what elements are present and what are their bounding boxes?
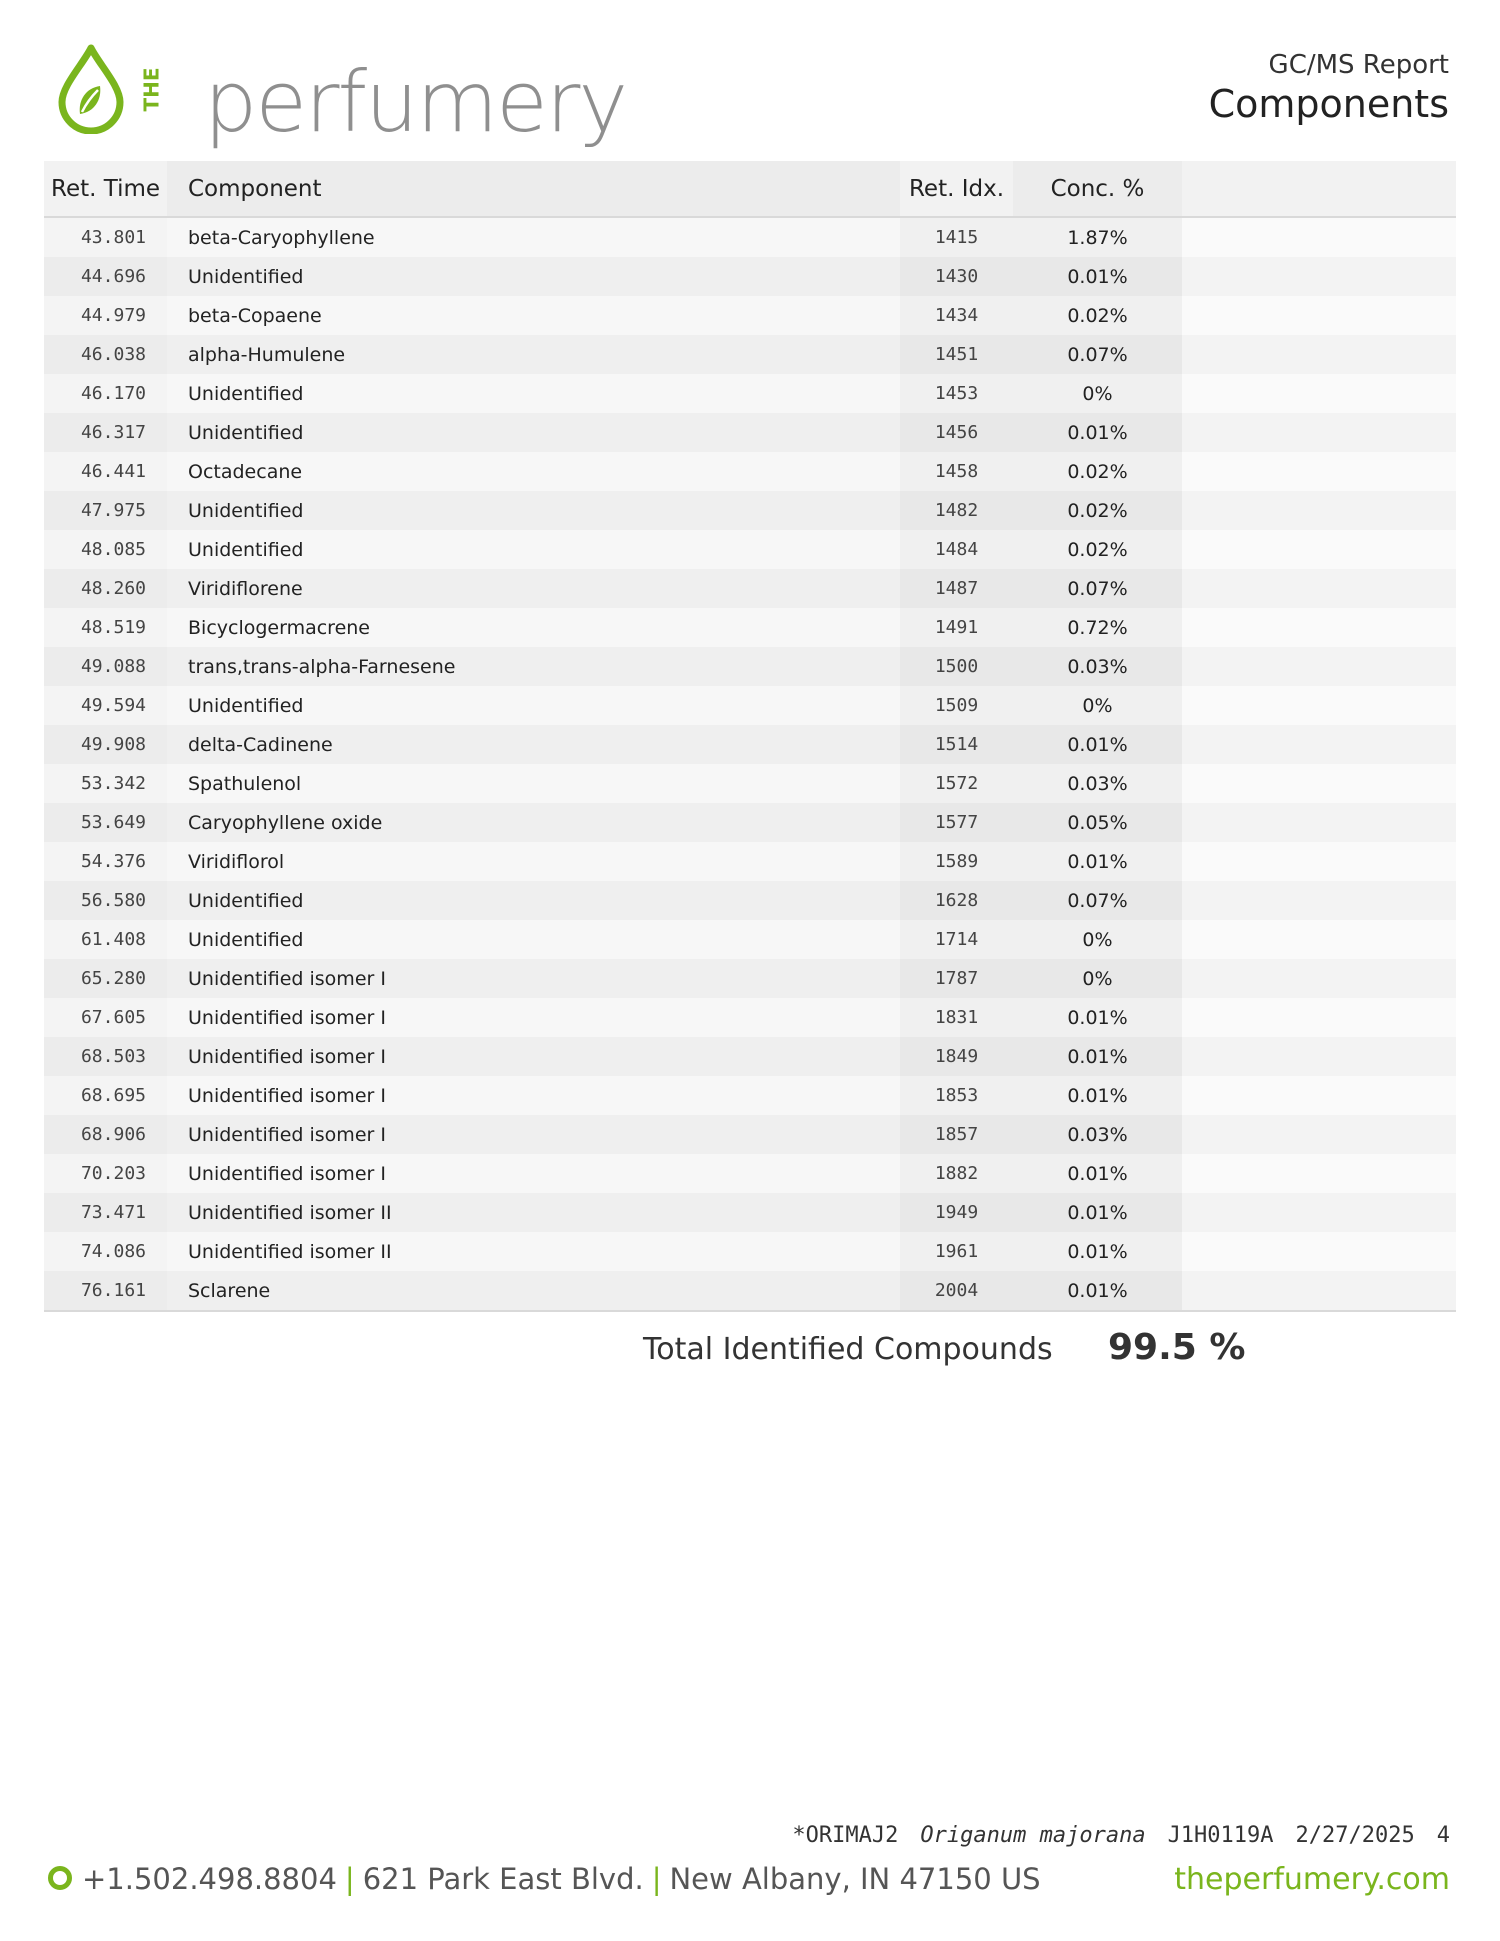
ret-time-cell: 53.342 xyxy=(44,764,167,803)
ret-time-cell: 67.605 xyxy=(44,998,167,1037)
table-header-row xyxy=(44,161,1456,217)
ret-time-cell: 47.975 xyxy=(44,491,167,530)
ret-idx-cell: 1453 xyxy=(900,374,1013,413)
header-ret-time: Ret. Time xyxy=(44,161,167,217)
table-row xyxy=(44,257,1456,296)
component-cell: Caryophyllene oxide xyxy=(167,803,900,842)
component-cell: Unidentified isomer I xyxy=(167,1037,900,1076)
conc-cell: 0.07% xyxy=(1013,569,1182,608)
component-cell: Unidentified isomer I xyxy=(167,1076,900,1115)
conc-cell: 1.87% xyxy=(1013,217,1182,257)
table-row xyxy=(44,569,1456,608)
component-cell: delta-Cadinene xyxy=(167,725,900,764)
ret-time-cell: 44.696 xyxy=(44,257,167,296)
ret-time-cell: 49.088 xyxy=(44,647,167,686)
blank-cell xyxy=(1182,452,1456,491)
table-row xyxy=(44,1193,1456,1232)
street-address: 621 Park East Blvd. xyxy=(362,1862,644,1896)
conc-cell: 0.01% xyxy=(1013,1154,1182,1193)
table-row xyxy=(44,374,1456,413)
ret-time-cell: 46.441 xyxy=(44,452,167,491)
ret-idx-cell: 1514 xyxy=(900,725,1013,764)
ret-time-cell: 76.161 xyxy=(44,1271,167,1311)
components-table xyxy=(44,161,1456,1312)
table-row xyxy=(44,1115,1456,1154)
ret-time-cell: 54.376 xyxy=(44,842,167,881)
component-cell: trans,trans-alpha-Farnesene xyxy=(167,647,900,686)
city-address: New Albany, IN 47150 US xyxy=(669,1862,1041,1896)
ret-time-cell: 65.280 xyxy=(44,959,167,998)
ret-time-cell: 70.203 xyxy=(44,1154,167,1193)
table-row xyxy=(44,998,1456,1037)
conc-cell: 0.72% xyxy=(1013,608,1182,647)
drop-leaf-icon xyxy=(56,44,126,134)
ret-time-cell: 73.471 xyxy=(44,1193,167,1232)
ret-idx-cell: 1434 xyxy=(900,296,1013,335)
component-cell: Viridiflorene xyxy=(167,569,900,608)
ret-idx-cell: 1572 xyxy=(900,764,1013,803)
ret-idx-cell: 1458 xyxy=(900,452,1013,491)
conc-cell: 0.01% xyxy=(1013,725,1182,764)
blank-cell xyxy=(1182,725,1456,764)
website-link[interactable]: theperfumery.com xyxy=(1174,1862,1450,1897)
blank-cell xyxy=(1182,1232,1456,1271)
component-cell: Sclarene xyxy=(167,1271,900,1311)
table-row xyxy=(44,335,1456,374)
blank-cell xyxy=(1182,1037,1456,1076)
ret-idx-cell: 1487 xyxy=(900,569,1013,608)
ret-time-cell: 68.503 xyxy=(44,1037,167,1076)
table-row xyxy=(44,1037,1456,1076)
blank-cell xyxy=(1182,335,1456,374)
table-row xyxy=(44,1154,1456,1193)
component-cell: Unidentified xyxy=(167,491,900,530)
component-cell: Unidentified isomer I xyxy=(167,1115,900,1154)
component-cell: Unidentified isomer I xyxy=(167,1154,900,1193)
brand-logo xyxy=(56,44,627,151)
component-cell: beta-Caryophyllene xyxy=(167,217,900,257)
blank-cell xyxy=(1182,842,1456,881)
conc-cell: 0.01% xyxy=(1013,1076,1182,1115)
table-row xyxy=(44,725,1456,764)
ret-idx-cell: 1500 xyxy=(900,647,1013,686)
conc-cell: 0.02% xyxy=(1013,530,1182,569)
blank-cell xyxy=(1182,1076,1456,1115)
ret-idx-cell: 1451 xyxy=(900,335,1013,374)
ret-idx-cell: 1831 xyxy=(900,998,1013,1037)
blank-cell xyxy=(1182,998,1456,1037)
conc-cell: 0% xyxy=(1013,920,1182,959)
table-row xyxy=(44,296,1456,335)
ret-time-cell: 61.408 xyxy=(44,920,167,959)
conc-cell: 0.01% xyxy=(1013,413,1182,452)
conc-cell: 0.03% xyxy=(1013,647,1182,686)
ret-idx-cell: 1961 xyxy=(900,1232,1013,1271)
ret-time-cell: 48.085 xyxy=(44,530,167,569)
blank-cell xyxy=(1182,569,1456,608)
table-row xyxy=(44,881,1456,920)
conc-cell: 0.01% xyxy=(1013,1271,1182,1311)
ret-time-cell: 48.260 xyxy=(44,569,167,608)
ret-time-cell: 74.086 xyxy=(44,1232,167,1271)
component-cell: Octadecane xyxy=(167,452,900,491)
conc-cell: 0.01% xyxy=(1013,257,1182,296)
blank-cell xyxy=(1182,1193,1456,1232)
ret-idx-cell: 1491 xyxy=(900,608,1013,647)
table-row xyxy=(44,842,1456,881)
page-title: Components xyxy=(1208,82,1449,126)
blank-cell xyxy=(1182,413,1456,452)
table-row xyxy=(44,491,1456,530)
ret-time-cell: 44.979 xyxy=(44,296,167,335)
conc-cell: 0% xyxy=(1013,959,1182,998)
blank-cell xyxy=(1182,803,1456,842)
phone-icon xyxy=(48,1866,72,1890)
blank-cell xyxy=(1182,959,1456,998)
component-cell: Unidentified isomer I xyxy=(167,998,900,1037)
component-cell: Unidentified xyxy=(167,881,900,920)
conc-cell: 0.02% xyxy=(1013,296,1182,335)
blank-cell xyxy=(1182,1271,1456,1311)
ret-time-cell: 56.580 xyxy=(44,881,167,920)
brand-the: THE xyxy=(139,67,164,112)
total-label: Total Identified Compounds xyxy=(643,1332,1053,1367)
conc-cell: 0.07% xyxy=(1013,881,1182,920)
conc-cell: 0.02% xyxy=(1013,452,1182,491)
table-row xyxy=(44,803,1456,842)
ret-idx-cell: 1849 xyxy=(900,1037,1013,1076)
product-code: *ORIMAJ2 xyxy=(792,1823,899,1848)
ret-time-cell: 46.170 xyxy=(44,374,167,413)
conc-cell: 0% xyxy=(1013,374,1182,413)
ret-idx-cell: 1509 xyxy=(900,686,1013,725)
header-conc: Conc. % xyxy=(1013,161,1182,217)
ret-time-cell: 49.594 xyxy=(44,686,167,725)
table-body xyxy=(44,217,1456,1311)
ret-time-cell: 53.649 xyxy=(44,803,167,842)
blank-cell xyxy=(1182,608,1456,647)
ret-idx-cell: 1415 xyxy=(900,217,1013,257)
table-row xyxy=(44,608,1456,647)
table-row xyxy=(44,1232,1456,1271)
blank-cell xyxy=(1182,1115,1456,1154)
ret-idx-cell: 1589 xyxy=(900,842,1013,881)
conc-cell: 0.03% xyxy=(1013,764,1182,803)
table-row xyxy=(44,1076,1456,1115)
ret-time-cell: 43.801 xyxy=(44,217,167,257)
component-cell: Unidentified xyxy=(167,374,900,413)
ret-idx-cell: 1882 xyxy=(900,1154,1013,1193)
component-cell: beta-Copaene xyxy=(167,296,900,335)
component-cell: Viridiflorol xyxy=(167,842,900,881)
component-cell: Spathulenol xyxy=(167,764,900,803)
conc-cell: 0.01% xyxy=(1013,998,1182,1037)
phone-number: +1.502.498.8804 xyxy=(82,1862,337,1896)
blank-cell xyxy=(1182,530,1456,569)
ret-idx-cell: 1628 xyxy=(900,881,1013,920)
conc-cell: 0.01% xyxy=(1013,1037,1182,1076)
table-row xyxy=(44,217,1456,257)
header-ret-idx: Ret. Idx. xyxy=(900,161,1013,217)
footer-meta xyxy=(770,1823,1450,1848)
conc-cell: 0.03% xyxy=(1013,1115,1182,1154)
blank-cell xyxy=(1182,257,1456,296)
conc-cell: 0.07% xyxy=(1013,335,1182,374)
total-value: 99.5 % xyxy=(1108,1327,1246,1368)
report-date: 2/27/2025 xyxy=(1295,1823,1415,1848)
ret-idx-cell: 1577 xyxy=(900,803,1013,842)
blank-cell xyxy=(1182,920,1456,959)
table-row xyxy=(44,413,1456,452)
ret-idx-cell: 1857 xyxy=(900,1115,1013,1154)
component-cell: Unidentified xyxy=(167,413,900,452)
ret-idx-cell: 1787 xyxy=(900,959,1013,998)
separator: | xyxy=(344,1862,355,1896)
blank-cell xyxy=(1182,647,1456,686)
table-row xyxy=(44,452,1456,491)
brand-name: perfumery xyxy=(204,53,627,151)
ret-idx-cell: 1482 xyxy=(900,491,1013,530)
ret-time-cell: 49.908 xyxy=(44,725,167,764)
component-cell: Bicyclogermacrene xyxy=(167,608,900,647)
conc-cell: 0.01% xyxy=(1013,842,1182,881)
ret-time-cell: 48.519 xyxy=(44,608,167,647)
ret-idx-cell: 1456 xyxy=(900,413,1013,452)
ret-idx-cell: 1949 xyxy=(900,1193,1013,1232)
footer-contact xyxy=(48,1862,1041,1896)
ret-idx-cell: 1430 xyxy=(900,257,1013,296)
table-row xyxy=(44,764,1456,803)
ret-time-cell: 46.038 xyxy=(44,335,167,374)
ret-time-cell: 68.695 xyxy=(44,1076,167,1115)
component-cell: Unidentified isomer II xyxy=(167,1193,900,1232)
separator: | xyxy=(651,1862,662,1896)
component-cell: Unidentified isomer I xyxy=(167,959,900,998)
header-blank xyxy=(1182,161,1456,217)
blank-cell xyxy=(1182,296,1456,335)
table-row xyxy=(44,920,1456,959)
blank-cell xyxy=(1182,881,1456,920)
blank-cell xyxy=(1182,374,1456,413)
table-row xyxy=(44,686,1456,725)
blank-cell xyxy=(1182,217,1456,257)
conc-cell: 0.05% xyxy=(1013,803,1182,842)
page-number: 4 xyxy=(1436,1823,1450,1848)
header-component: Component xyxy=(167,161,900,217)
blank-cell xyxy=(1182,686,1456,725)
ret-time-cell: 46.317 xyxy=(44,413,167,452)
blank-cell xyxy=(1182,764,1456,803)
table-row xyxy=(44,647,1456,686)
ret-idx-cell: 1853 xyxy=(900,1076,1013,1115)
conc-cell: 0% xyxy=(1013,686,1182,725)
table-row xyxy=(44,530,1456,569)
blank-cell xyxy=(1182,1154,1456,1193)
component-cell: Unidentified xyxy=(167,920,900,959)
table-row xyxy=(44,1271,1456,1311)
component-cell: Unidentified xyxy=(167,257,900,296)
conc-cell: 0.01% xyxy=(1013,1193,1182,1232)
lot-number: J1H0119A xyxy=(1167,1823,1274,1848)
table-row xyxy=(44,959,1456,998)
component-cell: Unidentified xyxy=(167,530,900,569)
conc-cell: 0.01% xyxy=(1013,1232,1182,1271)
ret-idx-cell: 2004 xyxy=(900,1271,1013,1311)
component-cell: Unidentified isomer II xyxy=(167,1232,900,1271)
conc-cell: 0.02% xyxy=(1013,491,1182,530)
ret-idx-cell: 1714 xyxy=(900,920,1013,959)
species-name: Origanum majorana xyxy=(920,1823,1146,1848)
component-cell: Unidentified xyxy=(167,686,900,725)
ret-idx-cell: 1484 xyxy=(900,530,1013,569)
component-cell: alpha-Humulene xyxy=(167,335,900,374)
ret-time-cell: 68.906 xyxy=(44,1115,167,1154)
blank-cell xyxy=(1182,491,1456,530)
report-type: GC/MS Report xyxy=(1268,50,1449,80)
